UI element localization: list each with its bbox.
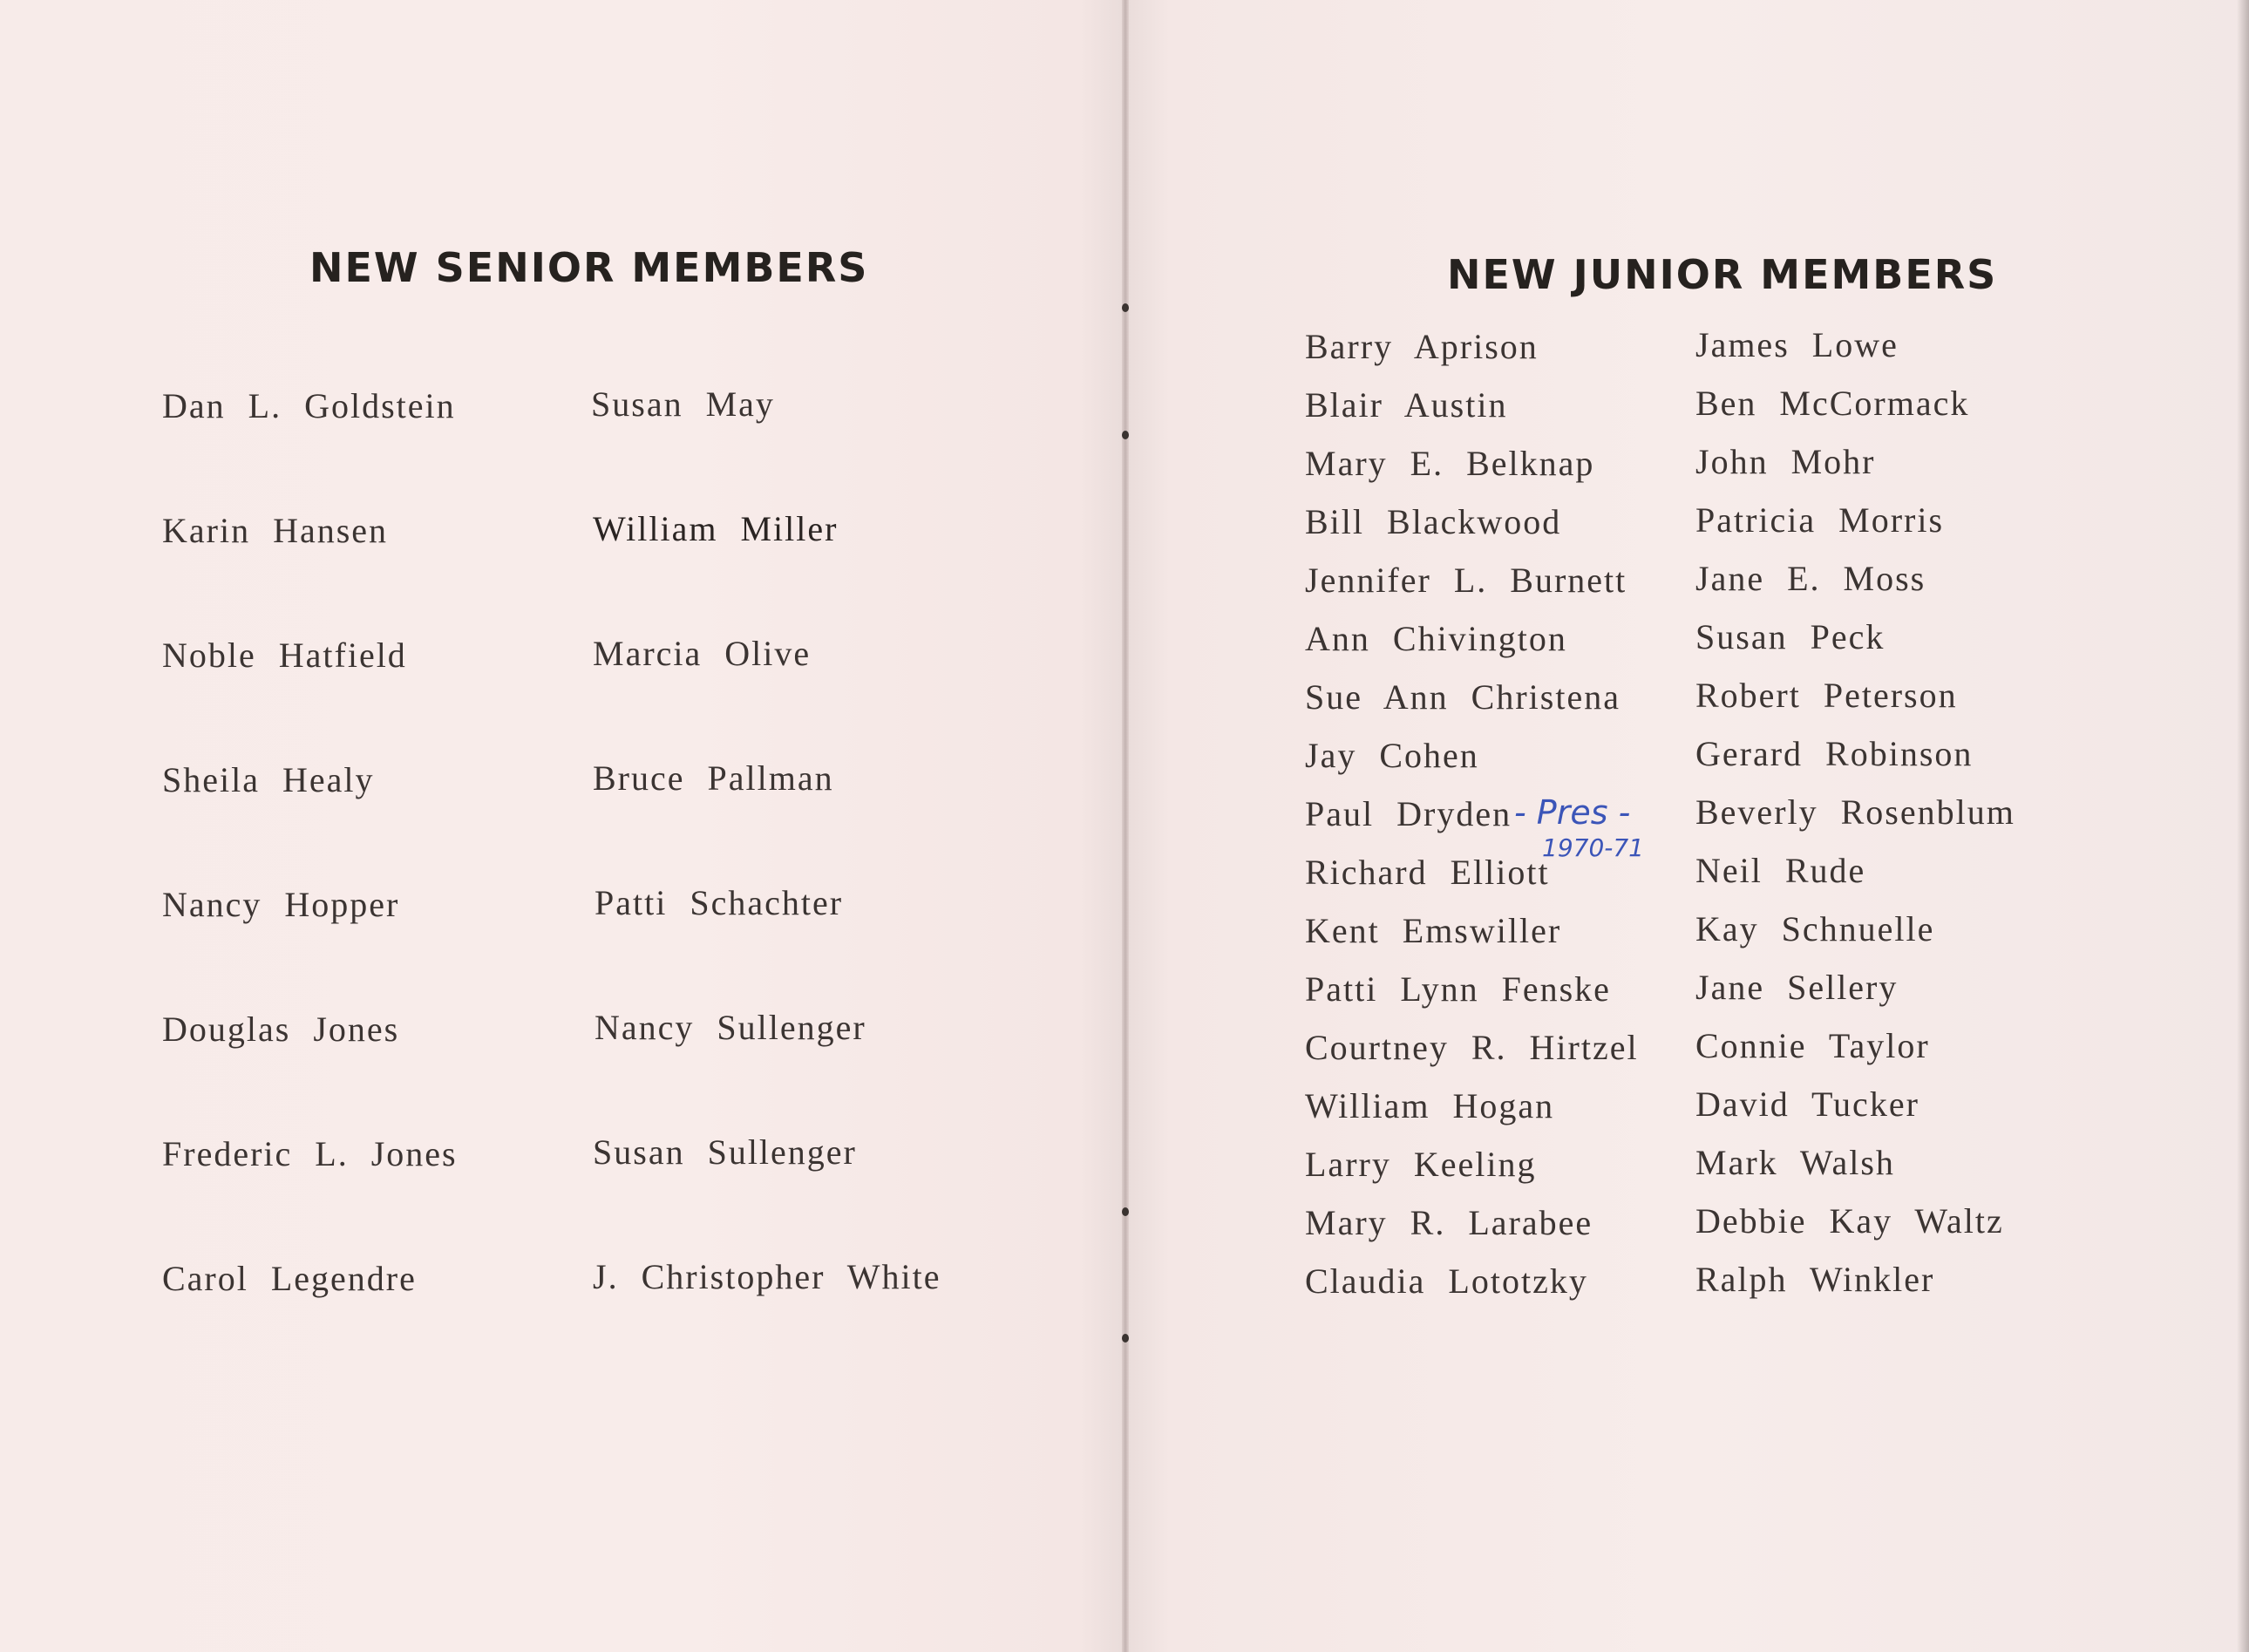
president-note: - Pres - <box>1514 793 1631 832</box>
junior-name: Connie Taylor <box>1695 1026 1930 1065</box>
junior-name: Mary E. Belknap <box>1305 444 1595 483</box>
junior-name: Paul Dryden <box>1305 794 1512 833</box>
junior-name: Neil Rude <box>1695 851 1866 890</box>
junior-name: David Tucker <box>1695 1084 1919 1124</box>
president-years-note: 1970-71 <box>1542 833 1644 862</box>
junior-name: Jennifer L. Burnett <box>1305 561 1627 600</box>
junior-name: Jane E. Moss <box>1695 559 1926 598</box>
junior-name: Ann Chivington <box>1305 619 1567 658</box>
junior-name: Courtney R. Hirtzel <box>1305 1028 1639 1067</box>
junior-name: Barry Aprison <box>1305 327 1539 366</box>
senior-name: William Miller <box>593 509 839 548</box>
senior-name: Bruce Pallman <box>593 758 834 798</box>
senior-name: Dan L. Goldstein <box>162 386 456 425</box>
senior-name: Frederic L. Jones <box>162 1134 458 1173</box>
senior-name: Marcia Olive <box>593 634 812 673</box>
senior-name: J. Christopher White <box>593 1257 941 1296</box>
junior-name: Robert Peterson <box>1695 676 1958 715</box>
junior-name: Richard Elliott <box>1305 853 1550 892</box>
senior-name: Karin Hansen <box>162 511 389 550</box>
senior-name: Susan May <box>591 384 775 424</box>
junior-name: Patti Lynn Fenske <box>1305 969 1611 1009</box>
junior-name: Blair Austin <box>1305 385 1508 425</box>
senior-name: Sheila Healy <box>162 760 375 799</box>
junior-name: Claudia Lototzky <box>1305 1261 1588 1301</box>
junior-members-title: NEW JUNIOR MEMBERS <box>1447 251 1998 298</box>
junior-name: Ralph Winkler <box>1695 1260 1935 1299</box>
junior-name: Mary R. Larabee <box>1305 1203 1593 1242</box>
junior-name: Bill Blackwood <box>1305 502 1562 541</box>
junior-name: Mark Walsh <box>1695 1143 1895 1182</box>
junior-name: Gerard Robinson <box>1695 734 1974 773</box>
right-page <box>1129 0 2249 1652</box>
junior-name: Jane Sellery <box>1695 968 1899 1007</box>
senior-name: Susan Sullenger <box>593 1132 857 1172</box>
junior-name: Kay Schnuelle <box>1695 909 1935 948</box>
senior-name: Nancy Sullenger <box>595 1008 866 1047</box>
junior-name: Ben McCormack <box>1695 384 1970 423</box>
senior-name: Douglas Jones <box>162 1010 400 1049</box>
junior-name: Debbie Kay Waltz <box>1695 1201 2004 1241</box>
junior-name: John Mohr <box>1695 442 1876 481</box>
senior-name: Noble Hatfield <box>162 636 407 675</box>
senior-name: Carol Legendre <box>162 1259 417 1298</box>
senior-name: Patti Schachter <box>595 883 844 922</box>
junior-name: Sue Ann Christena <box>1305 677 1621 717</box>
junior-name: James Lowe <box>1695 325 1899 364</box>
junior-name: Kent Emswiller <box>1305 911 1562 950</box>
junior-name: Susan Peck <box>1695 617 1885 656</box>
junior-name: Beverly Rosenblum <box>1695 792 2015 832</box>
junior-name: Larry Keeling <box>1305 1145 1537 1184</box>
senior-name: Nancy Hopper <box>162 885 400 924</box>
senior-members-title: NEW SENIOR MEMBERS <box>309 244 869 291</box>
junior-name: William Hogan <box>1305 1086 1555 1125</box>
junior-name: Jay Cohen <box>1305 736 1479 775</box>
junior-name: Patricia Morris <box>1695 500 1945 540</box>
left-page <box>0 0 1124 1652</box>
